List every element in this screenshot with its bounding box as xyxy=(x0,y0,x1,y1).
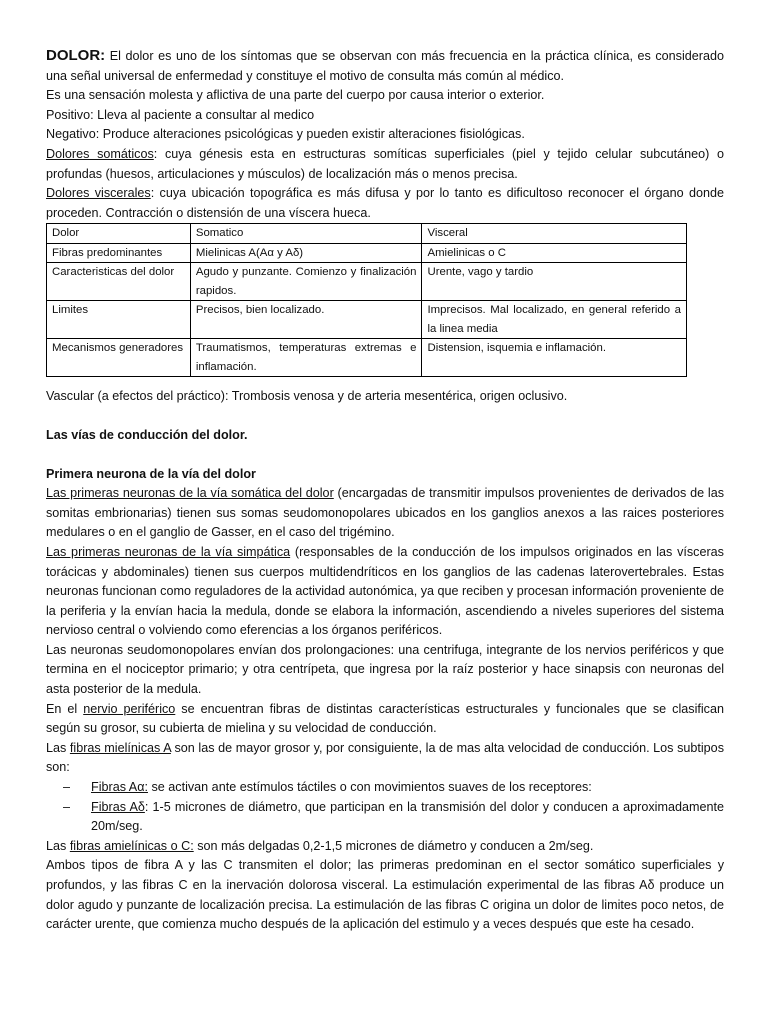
vascular-line: Vascular (a efectos del práctico): Trombosis venosa y de arteria mesentérica, origen oclusivo. xyxy=(46,389,568,404)
document-page xyxy=(46,46,724,935)
visceral-term: Dolores viscerales xyxy=(46,186,151,201)
positive-line: Positivo: Lleva al paciente a consultar al medico xyxy=(46,107,315,122)
table-cell: Limites xyxy=(47,301,191,339)
prolongations-paragraph: Las neuronas seudomonopolares envían dos prolongaciones: una centrifuga, integrante de los nervios periféricos y que termina en el nociceptor primario; y otra centrípeta, que ingresa por la raíz posterior y hace sinapsis con neuronas del asta posterior de la medula. xyxy=(46,642,724,697)
table-row xyxy=(47,263,687,301)
table-cell: Mecanismos generadores xyxy=(47,339,191,377)
table-cell: Urente, vago y tardio xyxy=(422,263,687,301)
sympathetic-neuron-paragraph: Las primeras neuronas de la vía simpática (responsables de la conducción de los impulsos originados en las vísceras torácicas y abdominales) tienen sus cuerpos multidendríticos en los ganglios de las cadenas laterovertebrales. Estas neuronas funcionan como reguladores de la actividad autonómica, ya que reciben y procesan información proveniente de la periferia y la envían hacia la medula, donde se elabora la información, ascendiendo a niveles superiores del sistema nervioso central o volviendo como eferencias a los órganos periféricos. xyxy=(46,544,724,638)
table-cell: Somatico xyxy=(190,224,422,244)
somatic-neuron-paragraph: Las primeras neuronas de la vía somática del dolor (encargadas de transmitir impulsos provenientes de derivados de las somitas embrionarias) tienen sus somas seudomonopolares ubicados en los ganglios anexos a las raices posteriores medulares o en el ganglio de Gasser, en el caso del trigémino. xyxy=(46,486,724,540)
section-title: Las vías de conducción del dolor. xyxy=(46,427,248,442)
table-cell: Precisos, bien localizado. xyxy=(190,301,422,339)
table-cell: Visceral xyxy=(422,224,687,244)
subsection-title: Primera neurona de la vía del dolor xyxy=(46,466,256,481)
negative-line: Negativo: Produce alteraciones psicológicas y pueden existir alteraciones fisiológicas. xyxy=(46,127,525,142)
document-title: DOLOR: xyxy=(46,47,106,64)
table-row xyxy=(47,301,687,339)
fiber-subtype-term: Fibras Aδ xyxy=(91,799,145,814)
somatic-term: Dolores somáticos xyxy=(46,146,154,161)
peripheral-nerve-term: nervio periférico xyxy=(83,701,176,716)
spacer xyxy=(46,377,724,387)
dash-bullet: – xyxy=(63,799,71,814)
list-item: – Fibras Aδ: 1-5 micrones de diámetro, que participan en la transmisión del dolor y conducen a aproximadamente 20m/seg. xyxy=(63,799,724,834)
somatic-neuron-term: Las primeras neuronas de la vía somática del dolor xyxy=(46,486,334,501)
spacer xyxy=(46,446,724,465)
fiber-comparison-paragraph: Ambos tipos de fibra A y las C transmiten el dolor; las primeras predominan en el sector somático superficiales y profundos, y las fibras C en la inervación dolorosa visceral. La estimulación experimental de las fibras Aδ produce un dolor agudo y punzante de localización precisa. La estimulación de las fibras C origina un dolor de limites poco netos, de carácter urente, que comienza mucho después de la aplicación del estimulo y a veces después que este ha cesado. xyxy=(46,858,724,932)
table-row xyxy=(47,243,687,263)
somatic-paragraph: Dolores somáticos: cuya génesis esta en estructuras somíticas superficiales (piel y tejido celular subcutáneo) o profundas (huesos, articulaciones y músculos) de localización más o menos precisa. xyxy=(46,146,724,181)
myelinated-fibers-term: fibras mielínicas A xyxy=(69,740,171,755)
intro-paragraph: DOLOR: El dolor es uno de los síntomas que se observan con más frecuencia en la práctica clínica, es considerado una señal universal de enfermedad y constituye el motivo de consulta más común al médico. xyxy=(46,47,724,83)
table-cell: Caracteristicas del dolor xyxy=(47,263,191,301)
fiber-subtype-term: Fibras Aα: xyxy=(91,780,148,795)
definition-line: Es una sensación molesta y aflictiva de una parte del cuerpo por causa interior o exterior. xyxy=(46,88,545,103)
table-cell: Agudo y punzante. Comienzo y finalización rapidos. xyxy=(190,263,422,301)
table-cell: Imprecisos. Mal localizado, en general referido a la linea media xyxy=(422,301,687,339)
table-cell: Dolor xyxy=(47,224,191,244)
table-row xyxy=(47,339,687,377)
sympathetic-neuron-term: Las primeras neuronas de la vía simpática xyxy=(46,544,291,559)
table-cell: Fibras predominantes xyxy=(47,243,191,263)
table-cell: Amielinicas o C xyxy=(422,243,687,263)
myelinated-fibers-paragraph: Las fibras mielínicas A son las de mayor grosor y, por consiguiente, la de mas alta velocidad de conducción. Los subtipos son: xyxy=(46,740,724,775)
table-row xyxy=(47,224,687,244)
visceral-paragraph: Dolores viscerales: cuya ubicación topográfica es más difusa y por lo tanto es dificultoso reconocer el órgano donde proceden. Contracción o distensión de una víscera hueca. xyxy=(46,186,724,220)
spacer xyxy=(46,407,724,426)
list-item: – Fibras Aα: se activan ante estímulos táctiles o con movimientos suaves de los receptores: xyxy=(46,778,724,798)
fiber-subtypes-list xyxy=(46,778,724,837)
unmyelinated-fibers-paragraph: Las fibras amielínicas o C: son más delgadas 0,2-1,5 micrones de diámetro y conducen a 2m/seg. xyxy=(46,838,594,853)
pain-comparison-table xyxy=(46,223,687,377)
table-cell: Mielinicas A(Aα y Aδ) xyxy=(190,243,422,263)
peripheral-nerve-paragraph: En el nervio periférico se encuentran fibras de distintas características estructurales y funcionales que se clasifican según su grosor, su cubierta de mielina y su velocidad de conducción. xyxy=(46,701,724,736)
dash-bullet: – xyxy=(63,780,71,795)
table-cell: Distension, isquemia e inflamación. xyxy=(422,339,687,377)
unmyelinated-fibers-term: fibras amielínicas o C: xyxy=(69,838,194,853)
table-cell: Traumatismos, temperaturas extremas e inflamación. xyxy=(190,339,422,377)
